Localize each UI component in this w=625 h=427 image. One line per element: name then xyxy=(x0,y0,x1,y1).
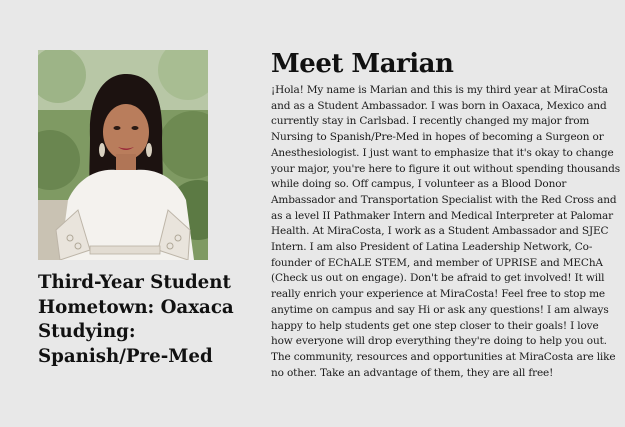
student-hometown: Hometown: Oaxaca xyxy=(38,296,234,318)
bio-paragraph: ¡Hola! My name is Marian and this is my third year at MiraCosta and as a Student Ambassador. I was born in Oaxaca, Mexico and currently stay in Carlsbad. I recently changed my major from Nursing to Spanish/Pre-Med in hopes of becoming a Surgeon or Anesthesiologist. I just want to emphasize that it's okay to change your major, you're here to figure it out without spending thousands while doing so. Off campus, I volunteer as a Blood Donor Ambassador and Transportation Specialist with the Red Cross and as a level II Pathmaker Intern and Medical Interpreter at Palomar Health. At MiraCosta, I work as a Student Ambassador and SJEC Intern. I am also President of Latina Leadership Network, Co-founder of EChALE STEM, and member of UPRISE and MEChA (Check us out on engage). Don't be afraid to get involved! It will really enrich your experience at MiraCosta! Feel free to stop me anytime on campus and say Hi or ask any questions! I am always happy to help students get one step closer to their goals! I love how everyone will drop everything they're doing to help you out. The community, resources and opportunities at MiraCosta are like no other. Take an advantage of them, they are all free! xyxy=(271,84,620,379)
profile-photo xyxy=(38,50,208,260)
portrait-image xyxy=(38,50,208,260)
student-year: Third-Year Student xyxy=(38,272,231,293)
student-studying: Studying: Spanish/Pre-Med xyxy=(38,321,213,367)
student-details xyxy=(38,271,263,369)
page-title: Meet Marian xyxy=(271,49,454,79)
